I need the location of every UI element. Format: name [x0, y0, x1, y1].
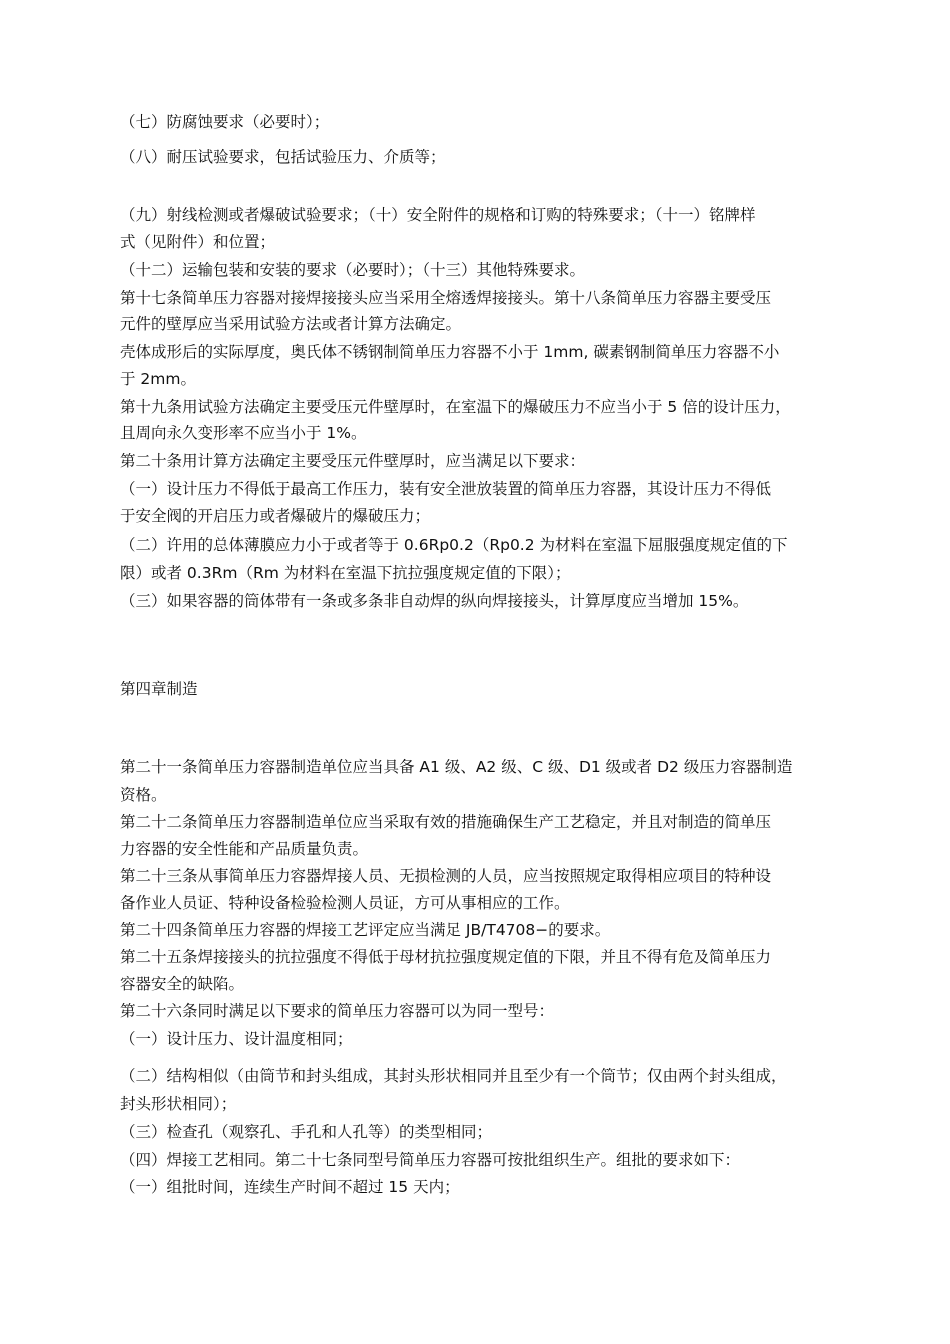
- text-line: 第十九条用试验方法确定主要受压元件壁厚时，在室温下的爆破压力不应当小于 5 倍的设计压力，: [120, 398, 791, 416]
- text-line: 第二十五条焊接接头的抗拉强度不得低于母材抗拉强度规定值的下限，并且不得有危及简单压力: [120, 948, 772, 966]
- text-line: 式（见附件）和位置；: [120, 233, 276, 251]
- text-line: 且周向永久变形率不应当小于 1%。: [120, 424, 367, 442]
- text-line: 第二十条用计算方法确定主要受压元件壁厚时，应当满足以下要求：: [120, 452, 586, 470]
- text-line: 第十七条简单压力容器对接焊接接头应当采用全熔透焊接接头。第十八条简单压力容器主要受压: [120, 289, 772, 307]
- text-line: 备作业人员证、特种设备检验检测人员证，方可从事相应的工作。: [120, 894, 570, 912]
- text-line: 资格。: [120, 786, 167, 804]
- text-line: （一）组批时间，连续生产时间不超过 15 天内；: [120, 1178, 460, 1196]
- text-line: 第二十二条简单压力容器制造单位应当采取有效的措施确保生产工艺稳定，并且对制造的简单压: [120, 813, 772, 831]
- text-line: 第二十一条简单压力容器制造单位应当具备 A1 级、A2 级、C 级、D1 级或者 D2 级压力容器制造: [120, 758, 793, 776]
- text-line: （二）结构相似（由筒节和封头组成，其封头形状相同并且至少有一个筒节；仅由两个封头组成，: [120, 1067, 787, 1085]
- text-line: 容器安全的缺陷。: [120, 975, 245, 993]
- text-line: 封头形状相同）；: [120, 1095, 237, 1113]
- text-line: 限）或者 0.3Rm（Rm 为材料在室温下抗拉强度规定值的下限）；: [120, 564, 571, 582]
- text-line: 于安全阀的开启压力或者爆破片的爆破压力；: [120, 507, 431, 525]
- text-line: 力容器的安全性能和产品质量负责。: [120, 840, 369, 858]
- text-line: （三）检查孔（观察孔、手孔和人孔等）的类型相同；: [120, 1123, 493, 1141]
- text-line: 第二十四条简单压力容器的焊接工艺评定应当满足 JB/T4708−的要求。: [120, 921, 611, 939]
- text-line: 第二十六条同时满足以下要求的简单压力容器可以为同一型号：: [120, 1002, 555, 1020]
- text-line: 壳体成形后的实际厚度，奥氏体不锈钢制简单压力容器不小于 1mm, 碳素钢制简单压力容器不小: [120, 343, 780, 361]
- text-line: （八）耐压试验要求，包括试验压力、介质等；: [120, 148, 446, 166]
- text-line: （七）防腐蚀要求（必要时）；: [120, 113, 330, 131]
- text-line: （三）如果容器的筒体带有一条或多条非自动焊的纵向焊接接头，计算厚度应当增加 15%。: [120, 592, 749, 610]
- text-line: （十二）运输包装和安装的要求（必要时）；（十三）其他特殊要求。: [120, 261, 586, 279]
- text-line: 第二十三条从事简单压力容器焊接人员、无损检测的人员，应当按照规定取得相应项目的特种设: [120, 867, 772, 885]
- text-line: 于 2mm。: [120, 370, 196, 388]
- text-line: （二）许用的总体薄膜应力小于或者等于 0.6Rp0.2（Rp0.2 为材料在室温下屈服强度规定值的下: [120, 536, 788, 554]
- chapter-heading: 第四章制造: [120, 680, 198, 698]
- text-line: （一）设计压力不得低于最高工作压力，装有安全泄放装置的简单压力容器，其设计压力不得低: [120, 480, 772, 498]
- text-line: （四）焊接工艺相同。第二十七条同型号简单压力容器可按批组织生产。组批的要求如下：: [120, 1151, 741, 1169]
- text-line: （一）设计压力、设计温度相同；: [120, 1030, 353, 1048]
- text-line: 元件的壁厚应当采用试验方法或者计算方法确定。: [120, 315, 462, 333]
- text-line: （九）射线检测或者爆破试验要求；（十）安全附件的规格和订购的特殊要求；（十一）铭牌样: [120, 206, 756, 224]
